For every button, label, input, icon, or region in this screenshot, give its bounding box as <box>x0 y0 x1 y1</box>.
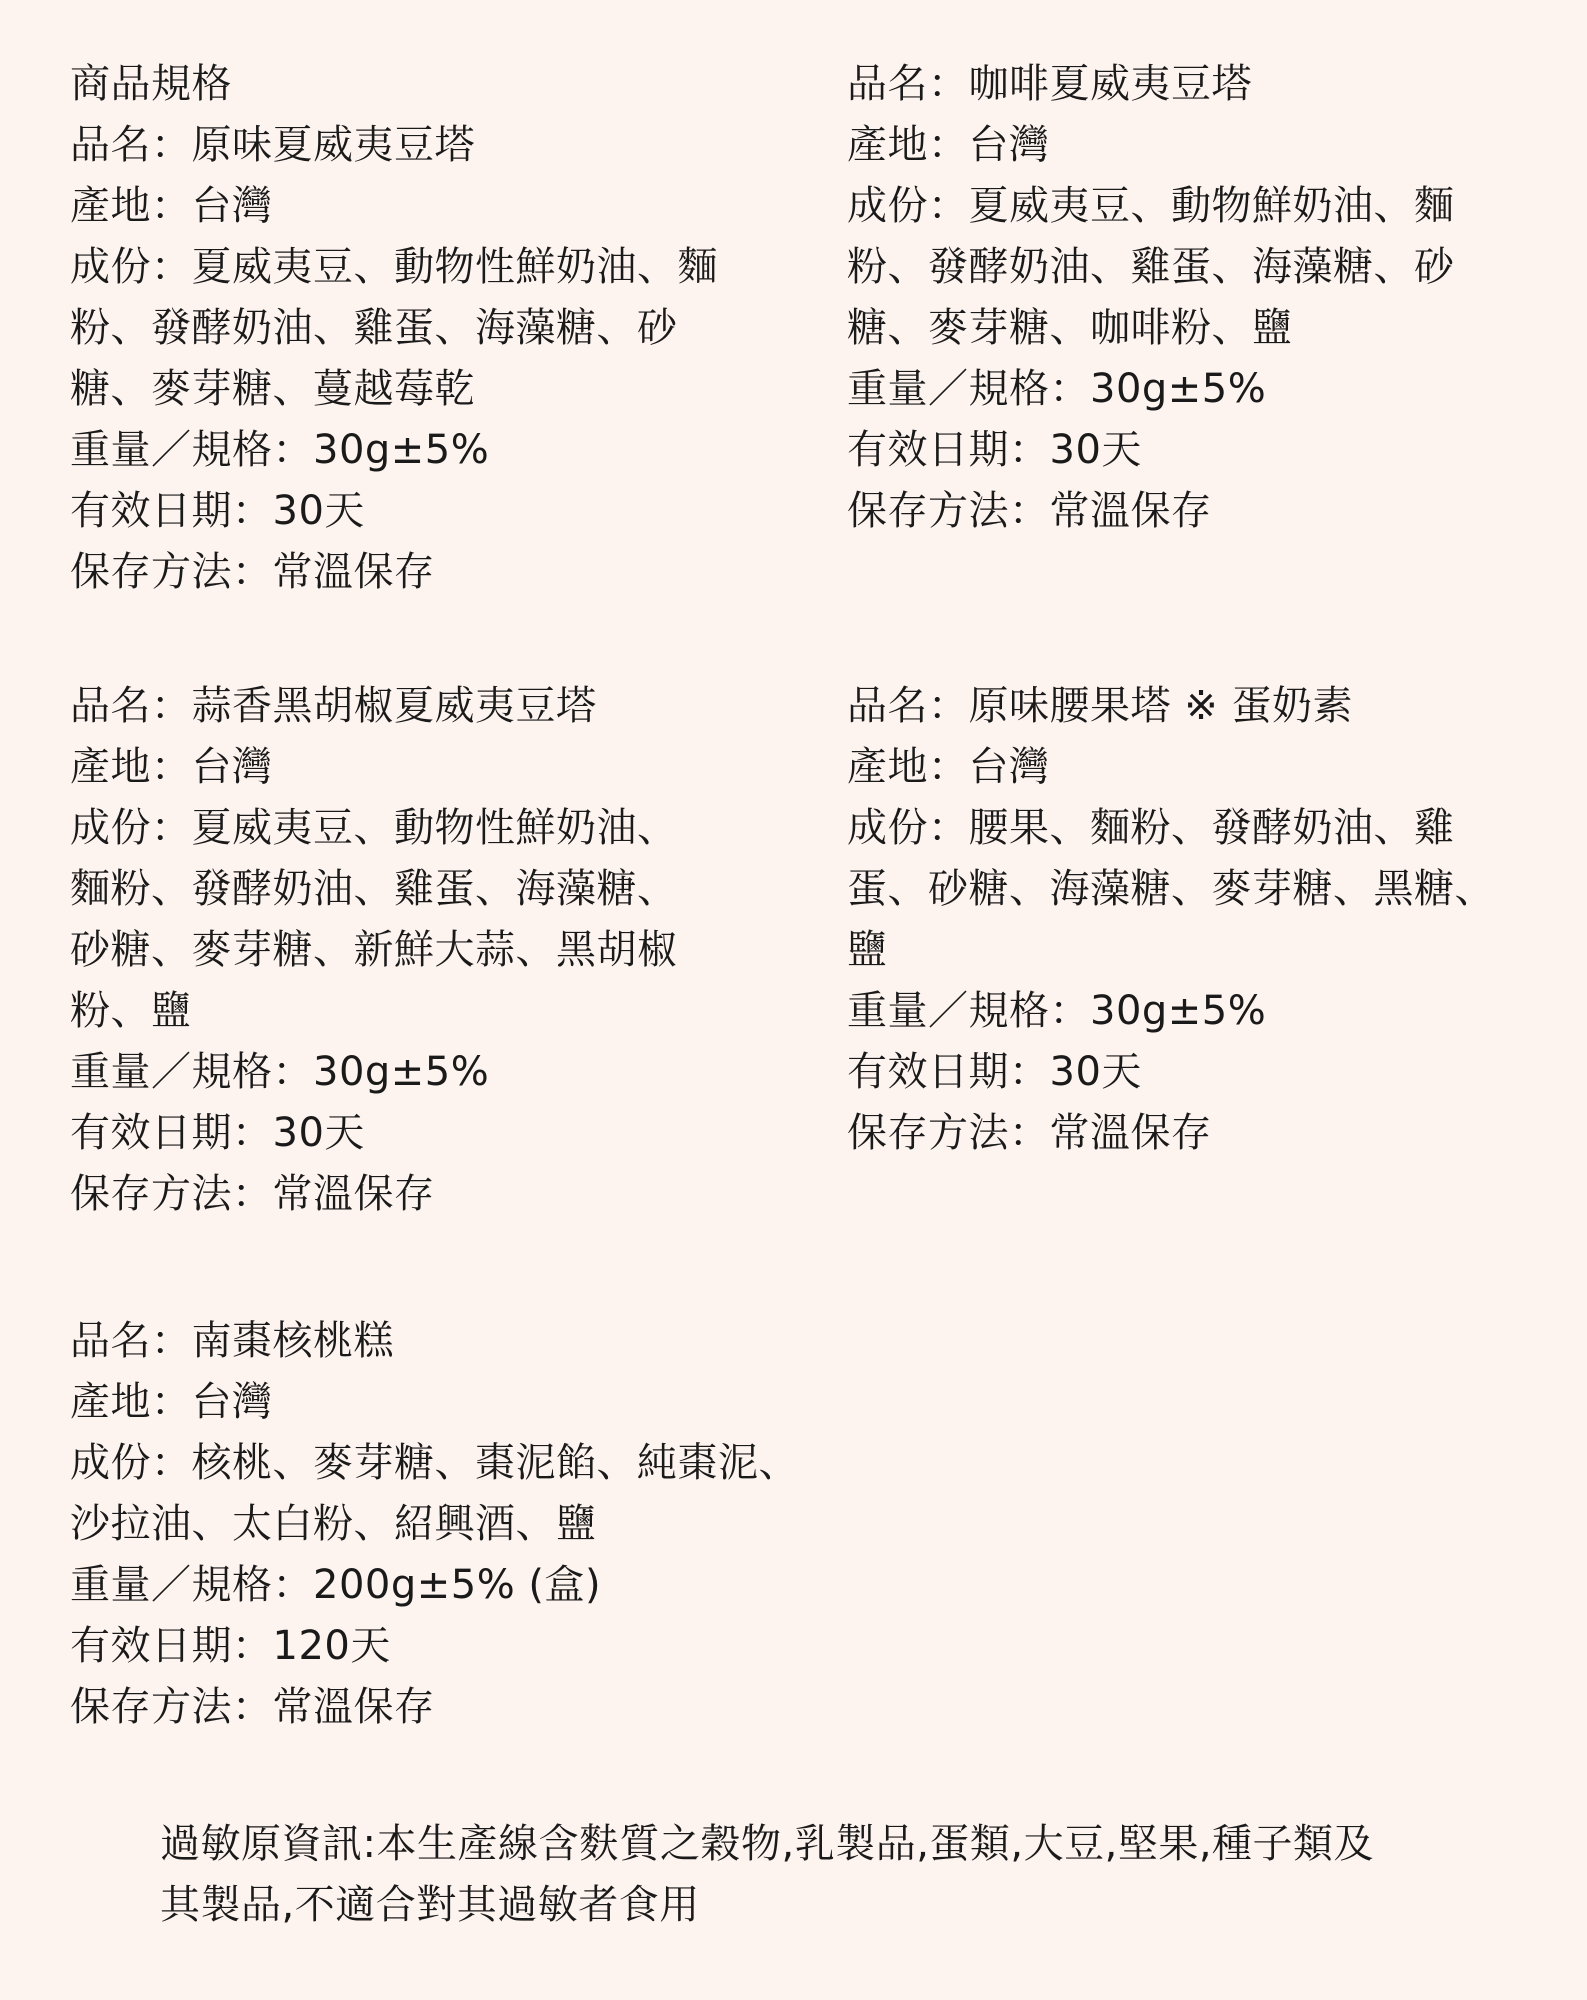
product-ingredients-line: 糖、麥芽糖、咖啡粉、鹽 <box>847 305 1293 351</box>
product-ingredients-line: 沙拉油、太白粉、紹興酒、鹽 <box>70 1501 597 1547</box>
product-name: 品名：咖啡夏威夷豆塔 <box>847 61 1252 107</box>
product-shelf-life: 有效日期：120天 <box>70 1623 391 1669</box>
product-ingredients-line: 麵粉、發酵奶油、雞蛋、海藻糖、 <box>70 866 678 912</box>
product-ingredients-line: 成份：夏威夷豆、動物性鮮奶油、麵 <box>70 244 718 290</box>
allergen-notice <box>160 1812 1374 1934</box>
product-storage: 保存方法：常溫保存 <box>847 1110 1212 1156</box>
product-storage: 保存方法：常溫保存 <box>70 1684 435 1730</box>
product-shelf-life: 有效日期：30天 <box>847 427 1142 473</box>
product-weight: 重量／規格：30g±5% <box>847 366 1267 412</box>
product-shelf-life: 有效日期：30天 <box>847 1049 1142 1095</box>
product-name: 品名：蒜香黑胡椒夏威夷豆塔 <box>70 683 597 729</box>
product-storage: 保存方法：常溫保存 <box>70 1171 435 1217</box>
product-spec-coffee-macadamia-tart <box>847 54 1455 542</box>
product-weight: 重量／規格：30g±5% <box>70 1049 490 1095</box>
product-storage: 保存方法：常溫保存 <box>847 488 1212 534</box>
product-spec-garlic-pepper-macadamia-tart <box>70 676 678 1225</box>
product-ingredients-line: 砂糖、麥芽糖、新鮮大蒜、黑胡椒 <box>70 927 678 973</box>
product-ingredients-line: 蛋、砂糖、海藻糖、麥芽糖、黑糖、 <box>847 866 1495 912</box>
product-ingredients-line: 成份：夏威夷豆、動物性鮮奶油、 <box>70 805 678 851</box>
product-origin: 產地：台灣 <box>70 183 273 229</box>
product-ingredients-line: 粉、鹽 <box>70 988 192 1034</box>
product-ingredients-line: 鹽 <box>847 927 888 973</box>
product-origin: 產地：台灣 <box>70 744 273 790</box>
allergen-notice-line: 其製品,不適合對其過敏者食用 <box>160 1882 700 1928</box>
product-ingredients-line: 粉、發酵奶油、雞蛋、海藻糖、砂 <box>70 305 678 351</box>
product-shelf-life: 有效日期：30天 <box>70 1110 365 1156</box>
product-shelf-life: 有效日期：30天 <box>70 488 365 534</box>
product-ingredients-line: 糖、麥芽糖、蔓越莓乾 <box>70 366 475 412</box>
product-weight: 重量／規格：30g±5% <box>70 427 490 473</box>
product-name: 品名：原味夏威夷豆塔 <box>70 122 475 168</box>
product-ingredients-line: 成份：腰果、麵粉、發酵奶油、雞 <box>847 805 1455 851</box>
product-ingredients-line: 成份：夏威夷豆、動物鮮奶油、麵 <box>847 183 1455 229</box>
product-ingredients-line: 粉、發酵奶油、雞蛋、海藻糖、砂 <box>847 244 1455 290</box>
product-name: 品名：原味腰果塔 ※ 蛋奶素 <box>847 683 1353 729</box>
product-weight: 重量／規格：30g±5% <box>847 988 1267 1034</box>
product-spec-cashew-tart <box>847 676 1495 1164</box>
product-origin: 產地：台灣 <box>70 1379 273 1425</box>
allergen-notice-line: 過敏原資訊:本生產線含麩質之穀物,乳製品,蛋類,大豆,堅果,種子類及 <box>160 1821 1375 1867</box>
product-storage: 保存方法：常溫保存 <box>70 549 435 595</box>
product-weight: 重量／規格：200g±5% (盒) <box>70 1562 602 1608</box>
product-name: 品名：南棗核桃糕 <box>70 1318 394 1364</box>
product-origin: 產地：台灣 <box>847 744 1050 790</box>
product-ingredients-line: 成份：核桃、麥芽糖、棗泥餡、純棗泥、 <box>70 1440 799 1486</box>
product-origin: 產地：台灣 <box>847 122 1050 168</box>
spec-heading: 商品規格 <box>70 61 232 107</box>
product-spec-jujube-walnut-cake <box>70 1311 799 1738</box>
product-spec-original-macadamia-tart <box>70 54 718 603</box>
